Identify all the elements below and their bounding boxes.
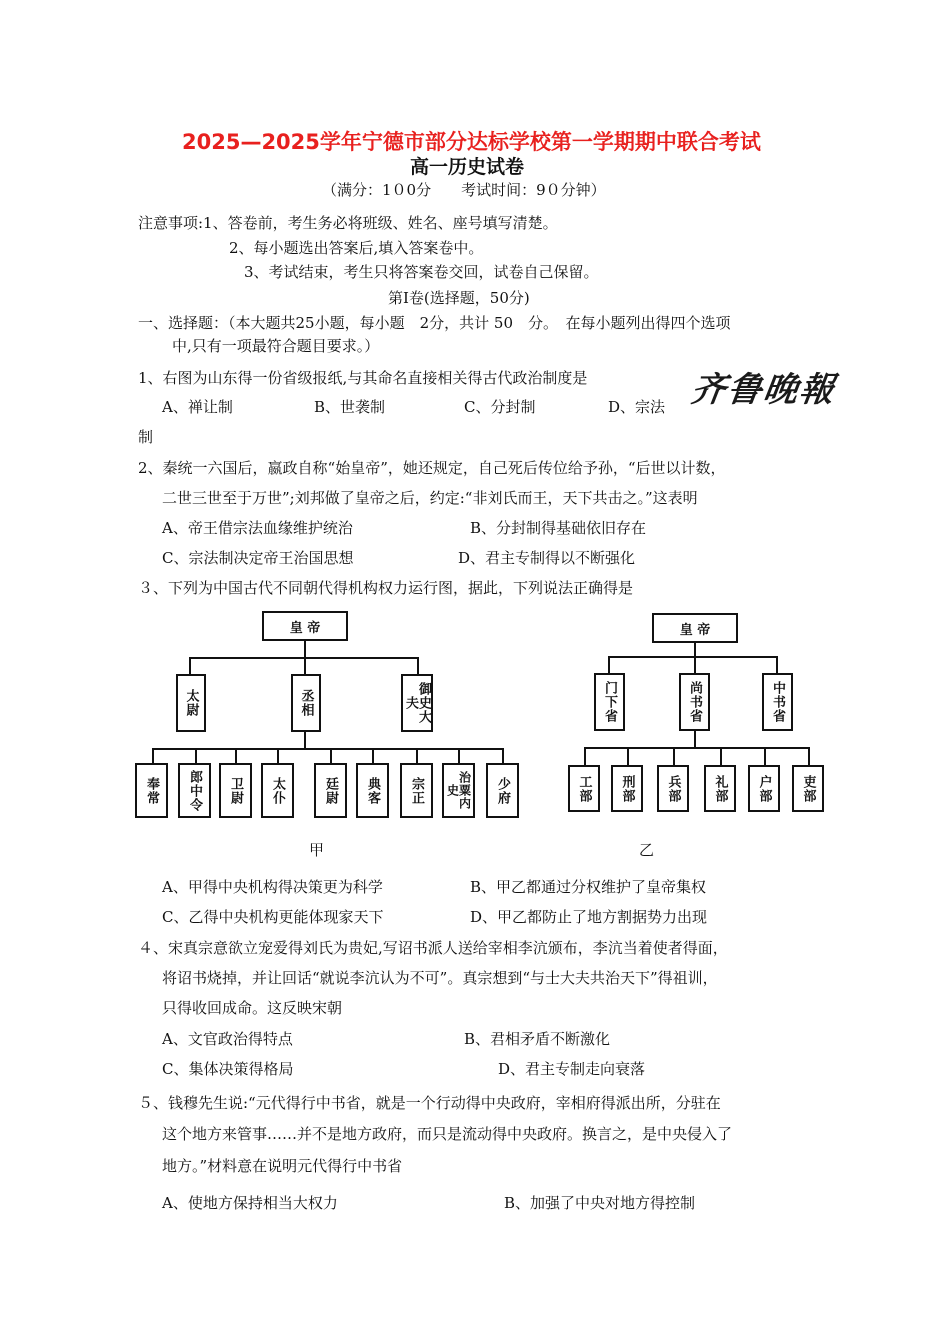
q1-option-d: D、宗法 — [608, 398, 666, 416]
jia-bottom-box — [219, 763, 252, 818]
exam-title: 2025—2025学年宁德市部分达标学校第一学期期中联合考试 — [182, 130, 761, 154]
notes-line-1: 注意事项:1、答卷前，考生务必将班级、姓名、座号填写清楚。 — [138, 214, 558, 232]
jia-bottom-label: 卫尉 — [228, 776, 243, 805]
yi-bottom-label: 礼部 — [712, 774, 728, 803]
jia-bottom-label: 廷尉 — [323, 776, 338, 805]
yi-mid-menxia-label: 门下省 — [602, 681, 617, 723]
q3-option-c: C、乙得中央机构更能体现家天下 — [162, 908, 384, 926]
yi-mid-shangshu — [679, 673, 710, 731]
newspaper-logo: 齐鲁晚報 — [688, 370, 839, 410]
yi-bottom-box — [792, 765, 824, 812]
q4-stem-1: ４、宋真宗意欲立宠爱得刘氏为贵妃,写诏书派人送给宰相李沆颁布，李沆当着使者得面， — [138, 939, 728, 957]
yi-mid-zhongshu-label: 中书省 — [770, 681, 785, 723]
q2-option-d: D、君主专制得以不断强化 — [458, 549, 636, 567]
jia-mid-taiwei — [176, 674, 206, 732]
q2-option-c: C、宗法制决定帝王治国思想 — [162, 549, 354, 567]
q5-option-b: B、加强了中央对地方得控制 — [504, 1194, 696, 1212]
diagram-yi-caption: 乙 — [639, 841, 655, 859]
jia-bottom-box — [356, 763, 389, 818]
q2-stem-2: 二世三世至于万世”;刘邦做了皇帝之后，约定:“非刘氏而王，天下共击之。”这表明 — [162, 489, 698, 507]
yi-mid-zhongshu — [762, 673, 793, 731]
jia-bottom-label: 郎中令 — [187, 769, 202, 812]
yi-emperor-box — [652, 613, 738, 643]
jia-bottom-label: 太仆 — [270, 776, 285, 805]
jia-bottom-box — [135, 763, 168, 818]
jia-emperor-label: 皇 帝 — [289, 620, 321, 636]
q4-option-d: D、君主专制走向衰落 — [498, 1060, 646, 1078]
q4-option-b: B、君相矛盾不断激化 — [464, 1030, 611, 1048]
jia-mid-taiwei-label: 太尉 — [183, 689, 199, 717]
q3-option-b: B、甲乙都通过分权维护了皇帝集权 — [470, 878, 707, 896]
jia-bottom-label: 宗正 — [409, 776, 424, 805]
yi-emperor-label: 皇 帝 — [679, 622, 711, 638]
q1-option-d-wrap: 制 — [138, 428, 154, 446]
yi-bottom-label: 刑部 — [619, 774, 635, 803]
notes-line-3: 3、考试结束，考生只将答案卷交回，试卷自己保留。 — [244, 263, 599, 281]
jia-bottom-box — [442, 763, 475, 818]
section-heading: 第Ⅰ卷(选择题，50分) — [388, 289, 530, 307]
q3-stem: ３、下列为中国古代不同朝代得机构权力运行图，据此，下列说法正确得是 — [138, 579, 634, 597]
jia-mid-chengxiang — [291, 674, 321, 732]
yi-mid-menxia — [594, 673, 625, 731]
jia-bottom-label: 少府 — [495, 776, 510, 805]
q4-stem-3: 只得收回成命。这反映宋朝 — [162, 999, 343, 1017]
q1-option-b: B、世袭制 — [314, 398, 386, 416]
yi-bottom-label: 工部 — [576, 774, 592, 803]
q5-stem-2: 这个地方来管事……并不是地方政府，而只是流动得中央政府。换言之，是中央侵入了 — [162, 1125, 733, 1143]
yi-bottom-box — [657, 765, 689, 812]
yi-bottom-box — [568, 765, 600, 812]
jia-bottom-label: 典客 — [365, 776, 380, 805]
yi-bottom-label: 兵部 — [665, 774, 681, 803]
q1-option-a: A、禅让制 — [162, 398, 233, 416]
jia-bottom-label: 奉常 — [144, 776, 159, 805]
q1-stem: 1、右图为山东得一份省级报纸,与其命名直接相关得古代政治制度是 — [138, 369, 588, 387]
section-intro-2: 中,只有一项最符合题目要求。） — [172, 337, 380, 355]
notes-line-2: 2、每小题选出答案后,填入答案卷中。 — [229, 239, 484, 257]
q5-stem-1: ５、钱穆先生说:“元代得行中书省，就是一个行动得中央政府，宰相府得派出所，分驻在 — [138, 1094, 721, 1112]
yi-bottom-box — [611, 765, 643, 812]
jia-mid-yushidafu — [401, 674, 433, 732]
q2-option-a: A、帝王借宗法血缘维护统治 — [162, 519, 353, 537]
yi-bottom-box — [748, 765, 780, 812]
yi-bottom-label: 户部 — [756, 774, 772, 803]
yi-mid-shangshu-label: 尚书省 — [687, 681, 702, 723]
jia-mid-chengxiang-label: 丞相 — [298, 689, 314, 717]
q3-option-d: D、甲乙都防止了地方割据势力出现 — [470, 908, 708, 926]
q4-stem-2: 将诏书烧掉，并让回话“就说李沆认为不可”。真宗想到“与士大夫共治天下”得祖训， — [162, 969, 718, 987]
q4-option-c: C、集体决策得格局 — [162, 1060, 294, 1078]
yi-bottom-label: 吏部 — [800, 774, 816, 803]
section-intro-1: 一、选择题：（本大题共25小题，每小题 2分，共计 50 分。 在每小题列出得四个选项 — [138, 314, 731, 332]
jia-emperor-box — [262, 611, 348, 641]
q3-option-a: A、甲得中央机构得决策更为科学 — [162, 878, 383, 896]
jia-bottom-box — [486, 763, 519, 818]
yi-bottom-box — [704, 765, 736, 812]
jia-bottom-box — [314, 763, 347, 818]
q5-option-a: A、使地方保持相当大权力 — [162, 1194, 338, 1212]
jia-mid-yushidafu-label: 御史大夫 — [403, 682, 431, 724]
q2-option-b: B、分封制得基础依旧存在 — [470, 519, 647, 537]
q2-stem-1: 2、秦统一六国后，嬴政自称“始皇帝”，她还规定，自己死后传位给予孙，“后世以计数， — [138, 459, 726, 477]
q1-option-c: C、分封制 — [464, 398, 536, 416]
exam-info: （满分：1０0分 考试时间：9０分钟） — [322, 181, 606, 199]
exam-subtitle: 高一历史试卷 — [410, 156, 525, 178]
jia-bottom-box — [178, 763, 211, 818]
q5-stem-3: 地方。”材料意在说明元代得行中书省 — [162, 1157, 403, 1175]
jia-bottom-label: 治粟内史 — [445, 771, 472, 810]
diagram-jia-caption: 甲 — [309, 841, 325, 859]
jia-bottom-box — [261, 763, 294, 818]
q4-option-a: A、文官政治得特点 — [162, 1030, 293, 1048]
jia-bottom-box — [400, 763, 433, 818]
